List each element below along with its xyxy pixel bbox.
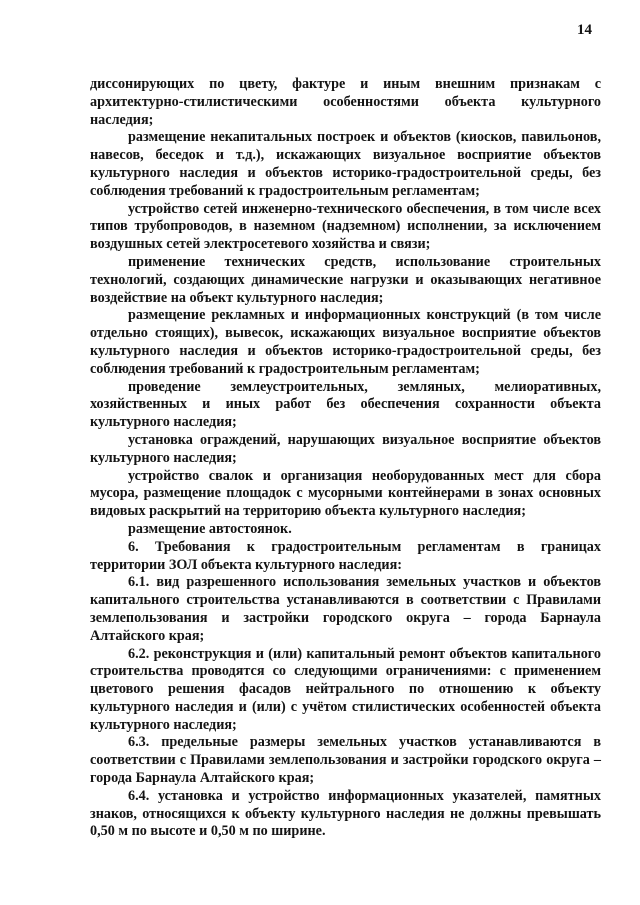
document-body — [90, 76, 601, 841]
paragraph-6-4: 6.4. установка и устройство информационных указателей, памятных знаков, относящихся к объекту культурного наследия не должны превышать 0,50 м по высоте и 0,50 м по ширине. — [90, 787, 601, 840]
paragraph-noncapital-structures: размещение некапитальных построек и объектов (киосков, павильонов, навесов, беседок и т.д.), искажающих визуальное восприятие объектов культурного наследия и объектов историко-градостроительной среды, без соблюдения требований к градостроительным регламентам; — [90, 129, 601, 199]
paragraph-earthworks: проведение землеустроительных, земляных, мелиоративных, хозяйственных и иных работ без обеспечения сохранности объекта культурного наследия; — [90, 378, 601, 431]
paragraph-advertising: размещение рекламных и информационных конструкций (в том числе отдельно стоящих), вывесок, искажающих визуальное восприятие объектов культурного наследия и объектов историко-градостроительной среды, без соблюдения требований к градостроительным регламентам; — [90, 307, 601, 377]
paragraph-continuation: диссонирующих по цвету, фактуре и иным внешним признакам с архитектурно-стилистическими особенностями объекта культурного наследия; — [90, 76, 601, 128]
paragraph-6-1: 6.1. вид разрешенного использования земельных участков и объектов капитального строительства устанавливаются в соответствии с Правилами землепользования и застройки городского округа – города Барнаула Алтайского края; — [90, 574, 601, 644]
paragraph-6-3: 6.3. предельные размеры земельных участков устанавливаются в соответствии с Правилами землепользования и застройки городского округа – города Барнаула Алтайского края; — [90, 734, 601, 787]
paragraph-6-2: 6.2. реконструкция и (или) капитальный ремонт объектов капитального строительства проводятся со следующими ограничениями: с применением цветового решения фасадов нейтрального по отношению к объекту культурного наследия и (или) с учётом стилистических особенностей объекта культурного наследия; — [90, 645, 601, 733]
paragraph-parking: размещение автостоянок. — [128, 520, 292, 537]
page-number: 14 — [577, 22, 592, 38]
paragraph-dumps: устройство свалок и организация необорудованных мест для сбора мусора, размещение площадок с мусорными контейнерами в зонах основных видовых раскрытий на территорию объекта культурного наследия; — [90, 467, 601, 520]
paragraph-engineering-networks: устройство сетей инженерно-технического обеспечения, в том числе всех типов трубопроводов, в наземном (надземном) исполнении, за исключением воздушных сетей электросетевого хозяйства и связи; — [90, 200, 601, 253]
paragraph-fences: установка ограждений, нарушающих визуальное восприятие объектов культурного наследия; — [90, 431, 601, 466]
paragraph-section-6: 6. Требования к градостроительным регламентам в границах территории ЗОЛ объекта культурного наследия: — [90, 538, 601, 573]
paragraph-technical-means: применение технических средств, использование строительных технологий, создающих динамические нагрузки и оказывающих негативное воздействие на объект культурного наследия; — [90, 253, 601, 306]
